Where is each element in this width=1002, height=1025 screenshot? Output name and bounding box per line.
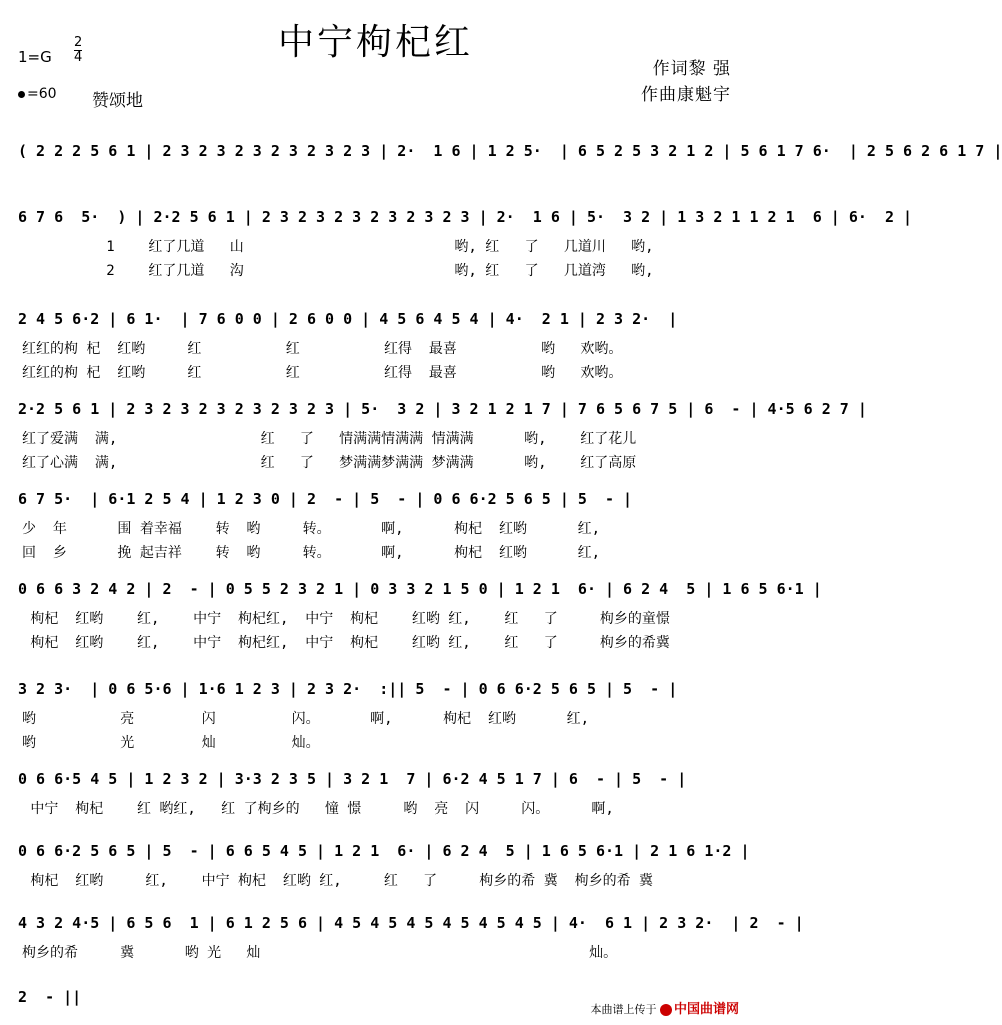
key-signature: 1=G (18, 48, 52, 66)
lyric-verse-2: 红了心满 满, 红 了 梦满满梦满满 梦满满 哟, 红了高原 (22, 455, 637, 471)
lyricist-credit: 作词黎 强 (652, 59, 731, 79)
footer-site-name[interactable]: 中国曲谱网 (673, 1002, 739, 1017)
lyric-verse-1: 红了爱满 满, 红 了 情满满情满满 情满满 哟, 红了花儿 (22, 431, 637, 447)
notation-line: 2 4 5 6·2 | 6 1· | 7 6 0 0 | 2 6 0 0 | 4 5 6 4 5 4 | 4· 2 1 | 2 3 2· | (18, 310, 678, 328)
time-signature-top: 2 (74, 35, 83, 50)
notation-line: 4 3 2 4·5 | 6 5 6 1 | 6 1 2 5 6 | 4 5 4 5 4 5 4 5 4 5 4 5 | 4· 6 1 | 2 3 2· | 2 - | (18, 914, 804, 932)
quarter-note-icon (18, 91, 25, 98)
tempo-value: =60 (27, 86, 57, 102)
footer-uploaded-text: 本曲谱上传于 (590, 1003, 657, 1016)
notation-line: 6 7 5· | 6·1 2 5 4 | 1 2 3 0 | 2 - | 5 - | 0 6 6·2 5 6 5 | 5 - | (18, 490, 633, 508)
time-signature-bottom: 4 (74, 50, 83, 65)
lyric-verse-1: 枸乡的希 冀 哟 光 灿 灿。 (22, 945, 618, 961)
lyric-verse-1: 哟 亮 闪 闪。 啊, 枸杞 红哟 红, (22, 711, 590, 727)
notation-line: 6 7 6 5· ) | 2·2 5 6 1 | 2 3 2 3 2 3 2 3 2 3 2 3 | 2· 1 6 | 5· 3 2 | 1 3 2 1 1 2 1 6 | 6· 2 | (18, 208, 913, 226)
lyric-verse-2: 2 红了几道 沟 哟, 红 了 几道湾 哟, (22, 263, 654, 279)
lyric-verse-1: 1 红了几道 山 哟, 红 了 几道川 哟, (22, 239, 654, 255)
composer-credit: 作曲康魁宇 (641, 85, 731, 105)
lyric-verse-2: 哟 光 灿 灿。 (22, 735, 320, 751)
notation-line: 3 2 3· | 0 6 5·6 | 1·6 1 2 3 | 2 3 2· :|| 5 - | 0 6 6·2 5 6 5 | 5 - | (18, 680, 678, 698)
lyric-verse-2: 回 乡 挽 起吉祥 转 哟 转。 啊, 枸杞 红哟 红, (22, 545, 601, 561)
notation-line: 0 6 6 3 2 4 2 | 2 - | 0 5 5 2 3 2 1 | 0 3 3 2 1 5 0 | 1 2 1 6· | 6 2 4 5 | 1 6 5 6·1 | (18, 580, 822, 598)
notation-line: 0 6 6·2 5 6 5 | 5 - | 6 6 5 4 5 | 1 2 1 6· | 6 2 4 5 | 1 6 5 6·1 | 2 1 6 1·2 | (18, 842, 750, 860)
lyric-verse-2: 枸杞 红哟 红, 中宁 枸杞红, 中宁 枸杞 红哟 红, 红 了 枸乡的希冀 (22, 635, 670, 651)
notation-line: 2 - || (18, 988, 82, 1006)
tempo-marking (18, 86, 57, 102)
lyric-verse-1: 枸杞 红哟 红, 中宁 枸杞红, 中宁 枸杞 红哟 红, 红 了 枸乡的童憬 (22, 611, 670, 627)
expression-marking: 赞颂地 (92, 91, 143, 111)
site-logo-icon (660, 1004, 672, 1016)
lyric-verse-1: 枸杞 红哟 红, 中宁 枸杞 红哟 红, 红 了 枸乡的希 冀 枸乡的希 冀 (22, 873, 654, 889)
notation-line: 2·2 5 6 1 | 2 3 2 3 2 3 2 3 2 3 2 3 | 5· 3 2 | 3 2 1 2 1 7 | 7 6 5 6 7 5 | 6 - | 4·5 6 2 7 | (18, 400, 867, 418)
footer (590, 998, 739, 1017)
lyric-verse-2: 红红的枸 杞 红哟 红 红 红得 最喜 哟 欢哟。 (22, 365, 623, 381)
page-title: 中宁枸杞红 (277, 22, 473, 63)
lyric-verse-1: 中宁 枸杞 红 哟红, 红 了枸乡的 憧 憬 哟 亮 闪 闪。 啊, (22, 801, 614, 817)
lyric-verse-1: 少 年 围 着幸福 转 哟 转。 啊, 枸杞 红哟 红, (22, 521, 601, 537)
time-signature (74, 36, 82, 65)
notation-line: 0 6 6·5 4 5 | 1 2 3 2 | 3·3 2 3 5 | 3 2 1 7 | 6·2 4 5 1 7 | 6 - | 5 - | (18, 770, 687, 788)
lyric-verse-1: 红红的枸 杞 红哟 红 红 红得 最喜 哟 欢哟。 (22, 341, 623, 357)
notation-line: ( 2 2 2 5 6 1 | 2 3 2 3 2 3 2 3 2 3 2 3 | 2· 1 6 | 1 2 5· | 6 5 2 5 3 2 1 2 | 5 6 1 7 6· | 2 5 6 2 6 1 7 | (18, 142, 1002, 160)
